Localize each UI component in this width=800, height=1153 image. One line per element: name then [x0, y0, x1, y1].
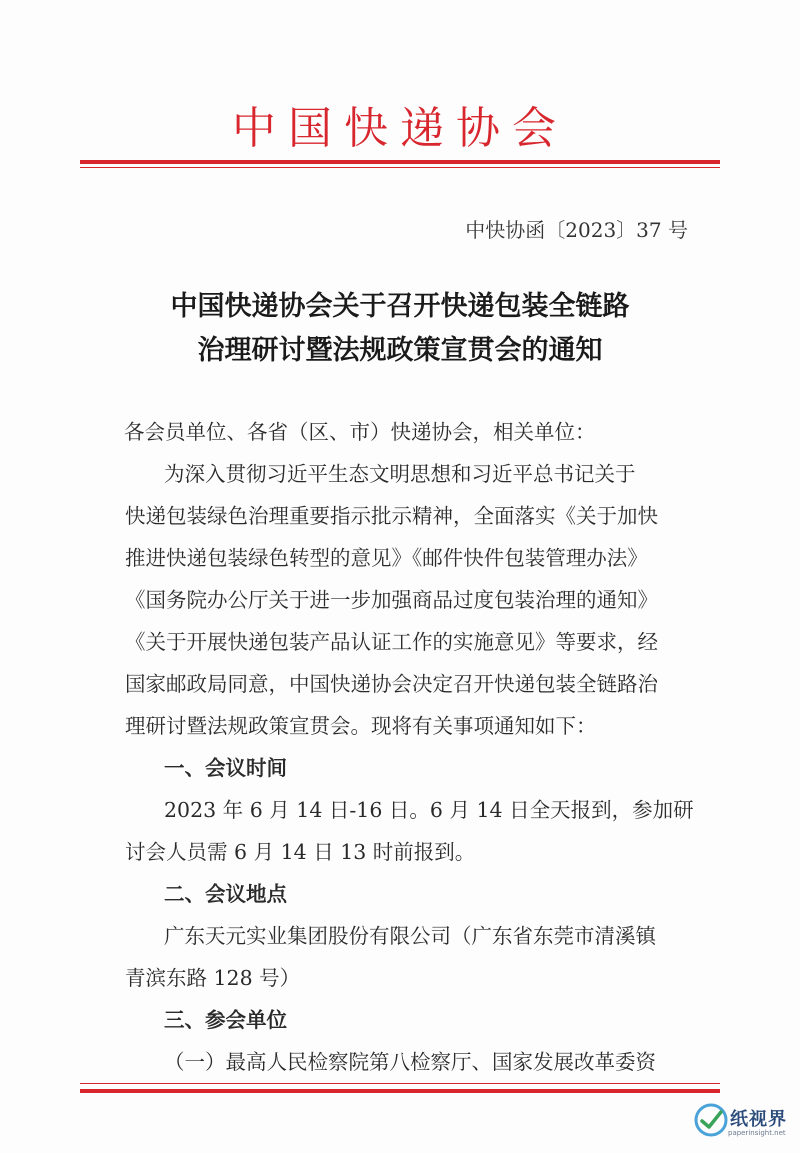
- body-line: 推进快递包装绿色转型的意见》《邮件快件包装管理办法》: [125, 546, 648, 570]
- body-line: 广东天元实业集团股份有限公司（广东省东莞市清溪镇: [164, 924, 656, 948]
- notice-title: [0, 285, 800, 373]
- body-line: 讨会人员需 6 月 14 日 13 时前报到。: [125, 840, 476, 864]
- body-line: 国家邮政局同意，中国快递协会决定召开快递包装全链路治: [125, 672, 658, 696]
- body-line: 青滨东路 128 号）: [125, 966, 301, 990]
- body-line: 《关于开展快递包装产品认证工作的实施意见》等要求，经: [125, 630, 658, 654]
- section-heading: 三、参会单位: [164, 1008, 287, 1032]
- footer-red-rule-thin: [80, 1083, 720, 1084]
- body-line: 为深入贯彻习近平生态文明思想和习近平总书记关于: [164, 462, 636, 486]
- salutation: 各会员单位、各省（区、市）快递协会，相关单位：: [124, 420, 596, 444]
- section-heading: 一、会议时间: [164, 756, 287, 780]
- watermark: [694, 1103, 794, 1143]
- section-heading: 二、会议地点: [164, 882, 287, 906]
- header-red-rule: [80, 160, 720, 164]
- notice-title-line: 治理研讨暨法规政策宣贯会的通知: [197, 335, 603, 366]
- document-number: 中快协函〔2023〕37 号: [465, 218, 688, 242]
- header-red-rule-thin: [80, 167, 720, 168]
- body-line: （一）最高人民检察院第八检察厅、国家发展改革委资: [164, 1050, 656, 1074]
- watermark-url: paperinsight.net: [728, 1129, 786, 1137]
- footer-red-rule: [80, 1089, 720, 1093]
- body-line: 《国务院办公厅关于进一步加强商品过度包装治理的通知》: [125, 588, 658, 612]
- watermark-logo-icon: [694, 1103, 728, 1137]
- body-line: 理研讨暨法规政策宣贯会。现将有关事项通知如下：: [125, 714, 597, 738]
- watermark-name: 纸视界: [730, 1109, 787, 1130]
- org-letterhead-title: 中国快递协会: [232, 103, 568, 154]
- body-line: 快递包装绿色治理重要指示批示精神，全面落实《关于加快: [125, 504, 658, 528]
- body-line: 2023 年 6 月 14 日-16 日。6 月 14 日全天报到，参加研: [164, 798, 694, 822]
- notice-title-line: 中国快递协会关于召开快递包装全链路: [170, 291, 630, 322]
